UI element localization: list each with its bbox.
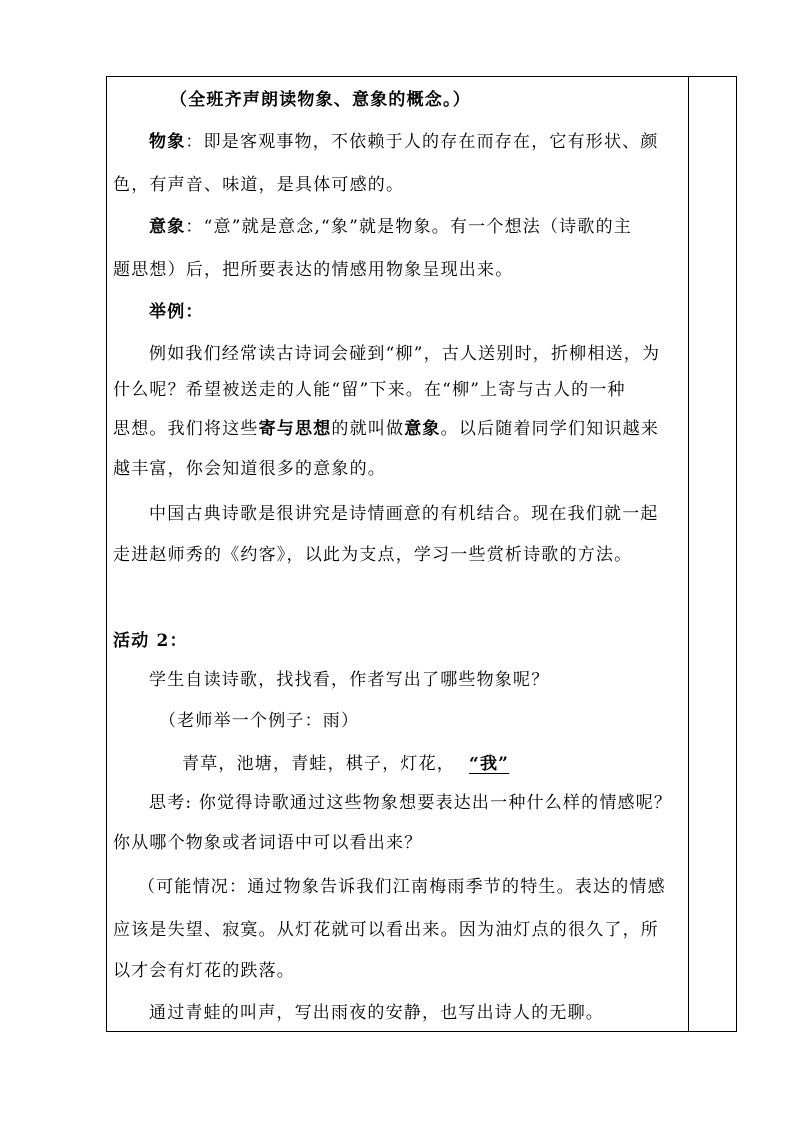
example-line-3 — [113, 417, 659, 441]
teacher-example: （老师举一个例子：雨） — [159, 711, 360, 731]
activity2-task: 学生自读诗歌，找找看，作者写出了哪些物象呢？ — [149, 670, 550, 690]
example-line-2: 什么呢？希望被送走的人能“留”下来。在“柳”上寄与古人的一种 — [113, 380, 626, 400]
possible-line-1: （可能情况：通过物象告诉我们江南梅雨季节的特生。表达的情感 — [138, 877, 666, 897]
example-line-1: 例如我们经常读古诗词会碰到“柳”，古人送别时，折柳相送，为 — [149, 344, 661, 364]
yixiang-term: 意象 — [149, 217, 186, 237]
think-line-2: 你从哪个物象或者词语中可以看出来？ — [113, 833, 423, 853]
wuxiang-definition-1: ：即是客观事物，不依赖于人的存在而存在，它有形状、颜 — [185, 132, 659, 152]
possible-line-3: 以才会有灯花的跌落。 — [113, 961, 295, 981]
example-line-3-b: 的就叫做 — [331, 419, 405, 439]
example-line-4: 越丰富，你会知道很多的意象的。 — [113, 459, 386, 479]
intro-note: （全班齐声朗读物象、意象的概念。） — [170, 90, 471, 110]
wuxiang-line-2: 色，有声音、味道，是具体可感的。 — [113, 175, 405, 195]
example-bold-ji-yu-si-xiang: 寄与思想 — [258, 419, 332, 439]
example-heading: 举例： — [149, 302, 204, 322]
objects-list-line — [182, 752, 509, 776]
wuxiang-line-1 — [149, 130, 659, 154]
table-column-divider — [688, 76, 689, 1032]
yixiang-line-1 — [149, 215, 632, 239]
example-line-3-a: 思想。我们将这些 — [113, 419, 259, 439]
objects-list: 青草，池塘，青蛙，棋子，灯花， — [182, 754, 455, 774]
wuxiang-term: 物象 — [149, 132, 186, 152]
possible-line-2: 应该是失望、寂寞。从灯花就可以看出来。因为油灯点的很久了，所 — [113, 920, 659, 940]
transition-line-2: 走进赵师秀的《约客》，以此为支点，学习一些赏析诗歌的方法。 — [113, 545, 633, 565]
example-line-3-c: 。以后随着同学们知识越来 — [440, 419, 660, 439]
yixiang-line-2: 题思想）后，把所要表达的情感用物象呈现出来。 — [113, 260, 514, 280]
activity2-heading: 活动 2： — [113, 631, 188, 651]
transition-line-1: 中国古典诗歌是很讲究是诗情画意的有机结合。现在我们就一起 — [149, 504, 659, 524]
example-bold-yixiang: 意象 — [404, 419, 441, 439]
yixiang-definition-1: ：“意”就是意念,“象”就是物象。有一个想法（诗歌的主 — [185, 217, 632, 237]
objects-me: “我” — [469, 754, 510, 774]
frog-line: 通过青蛙的叫声，写出雨夜的安静，也写出诗人的无聊。 — [149, 1003, 604, 1023]
think-line-1: 思考: 你觉得诗歌通过这些物象想要表达出一种什么样的情感呢？ — [149, 793, 673, 813]
